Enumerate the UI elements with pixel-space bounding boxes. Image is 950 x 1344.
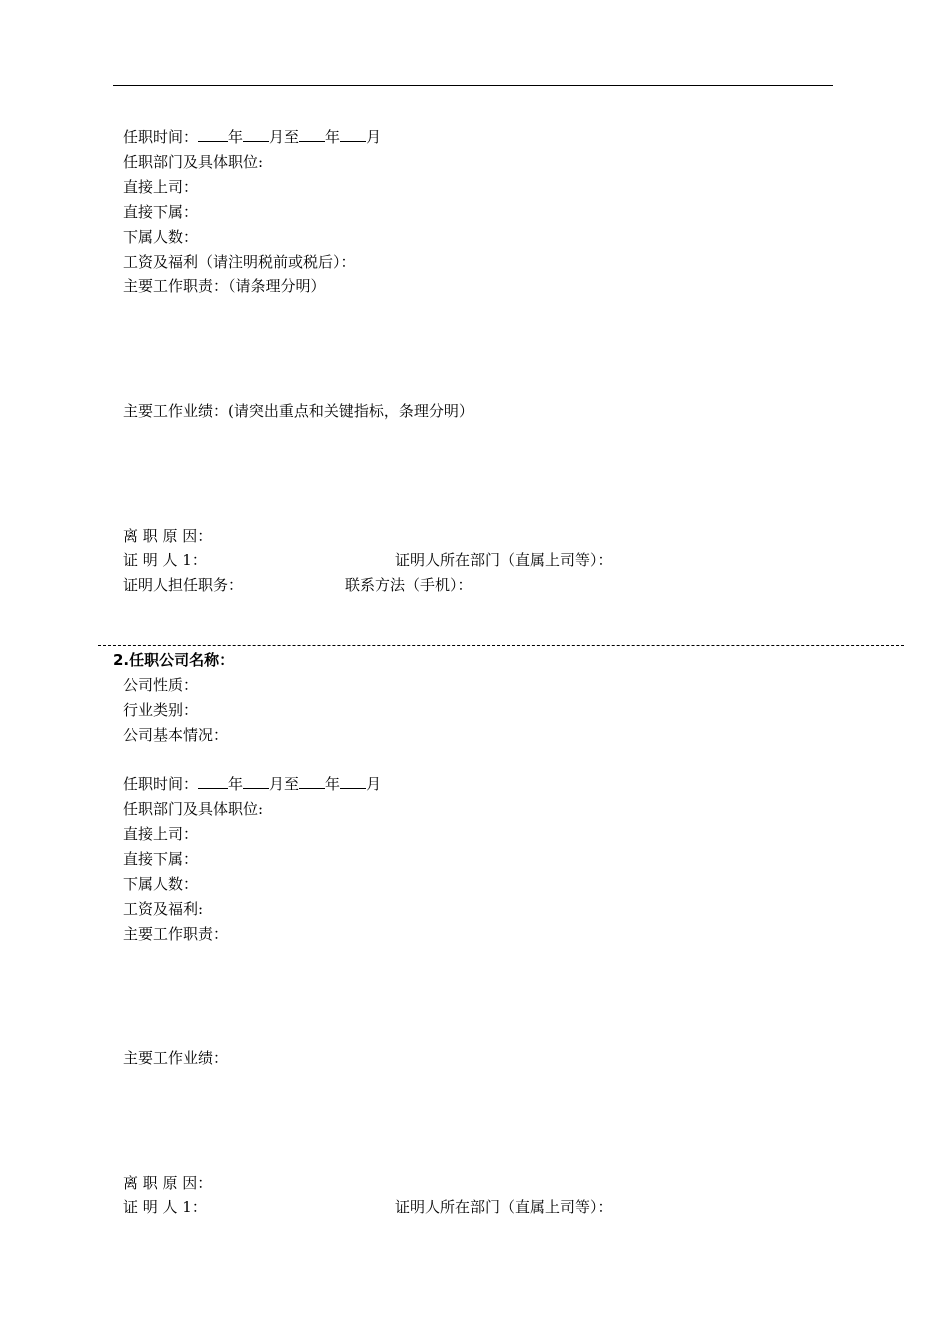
salary-benefits-label: 工资及福利（请注明税前或税后）： bbox=[123, 253, 356, 271]
tenure-label-2: 任职时间： bbox=[123, 775, 199, 793]
tenure-month-to-2: 月至 bbox=[269, 775, 300, 793]
tenure-label: 任职时间： bbox=[123, 128, 199, 146]
header-rule bbox=[113, 85, 833, 86]
contact-method-label: 联系方法（手机）： bbox=[345, 576, 473, 594]
tenure-year-unit: 年 bbox=[228, 128, 244, 146]
direct-subordinates-label-2: 直接下属： bbox=[123, 850, 199, 868]
tenure-year-unit-4: 年 bbox=[325, 775, 341, 793]
main-achievements-label: 主要工作业绩：(请突出重点和关键指标，条理分明） bbox=[123, 402, 474, 420]
leaving-reason-label-2: 离 职 原 因： bbox=[123, 1174, 213, 1192]
reference-department-label: 证明人所在部门（直属上司等）： bbox=[395, 551, 613, 569]
tenure-start-month-blank-2[interactable] bbox=[243, 773, 269, 789]
tenure-month-unit: 月 bbox=[366, 128, 382, 146]
company-nature-label: 公司性质： bbox=[123, 676, 199, 694]
department-position-label: 任职部门及具体职位: bbox=[123, 153, 264, 171]
direct-supervisor-label-2: 直接上司： bbox=[123, 825, 199, 843]
reference-person-label: 证 明 人 1： bbox=[123, 551, 207, 569]
company-name-heading: 2.任职公司名称： bbox=[113, 651, 235, 669]
reference-person-label-2: 证 明 人 1： bbox=[123, 1198, 207, 1216]
tenure-start-year-blank[interactable] bbox=[198, 126, 228, 142]
main-duties-label: 主要工作职责：（请条理分明） bbox=[123, 277, 326, 295]
reference-line-2 bbox=[123, 1196, 723, 1218]
salary-benefits-label-2: 工资及福利: bbox=[123, 900, 204, 918]
direct-supervisor-label: 直接上司： bbox=[123, 178, 199, 196]
main-achievements-label-2: 主要工作业绩： bbox=[123, 1049, 229, 1067]
tenure-start-month-blank[interactable] bbox=[243, 126, 269, 142]
reference-title-line bbox=[123, 574, 723, 596]
direct-subordinates-label: 直接下属： bbox=[123, 203, 199, 221]
tenure-line-2 bbox=[123, 773, 381, 795]
tenure-start-year-blank-2[interactable] bbox=[198, 773, 228, 789]
tenure-end-month-blank-2[interactable] bbox=[340, 773, 366, 789]
reference-title-label: 证明人担任职务： bbox=[123, 576, 244, 594]
department-position-label-2: 任职部门及具体职位: bbox=[123, 800, 264, 818]
tenure-end-year-blank[interactable] bbox=[299, 126, 325, 142]
tenure-month-to: 月至 bbox=[269, 128, 300, 146]
reference-department-label-2: 证明人所在部门（直属上司等）： bbox=[395, 1198, 613, 1216]
industry-label: 行业类别： bbox=[123, 701, 199, 719]
tenure-year-unit-2: 年 bbox=[325, 128, 341, 146]
reference-line bbox=[123, 549, 723, 571]
subordinate-count-label-2: 下属人数： bbox=[123, 875, 199, 893]
leaving-reason-label: 离 职 原 因： bbox=[123, 527, 213, 545]
tenure-month-unit-2: 月 bbox=[366, 775, 382, 793]
subordinate-count-label: 下属人数： bbox=[123, 228, 199, 246]
tenure-year-unit-3: 年 bbox=[228, 775, 244, 793]
tenure-line bbox=[123, 126, 381, 148]
section-divider bbox=[98, 645, 904, 646]
tenure-end-year-blank-2[interactable] bbox=[299, 773, 325, 789]
main-duties-label-2: 主要工作职责： bbox=[123, 925, 229, 943]
tenure-end-month-blank[interactable] bbox=[340, 126, 366, 142]
company-overview-label: 公司基本情况： bbox=[123, 726, 229, 744]
